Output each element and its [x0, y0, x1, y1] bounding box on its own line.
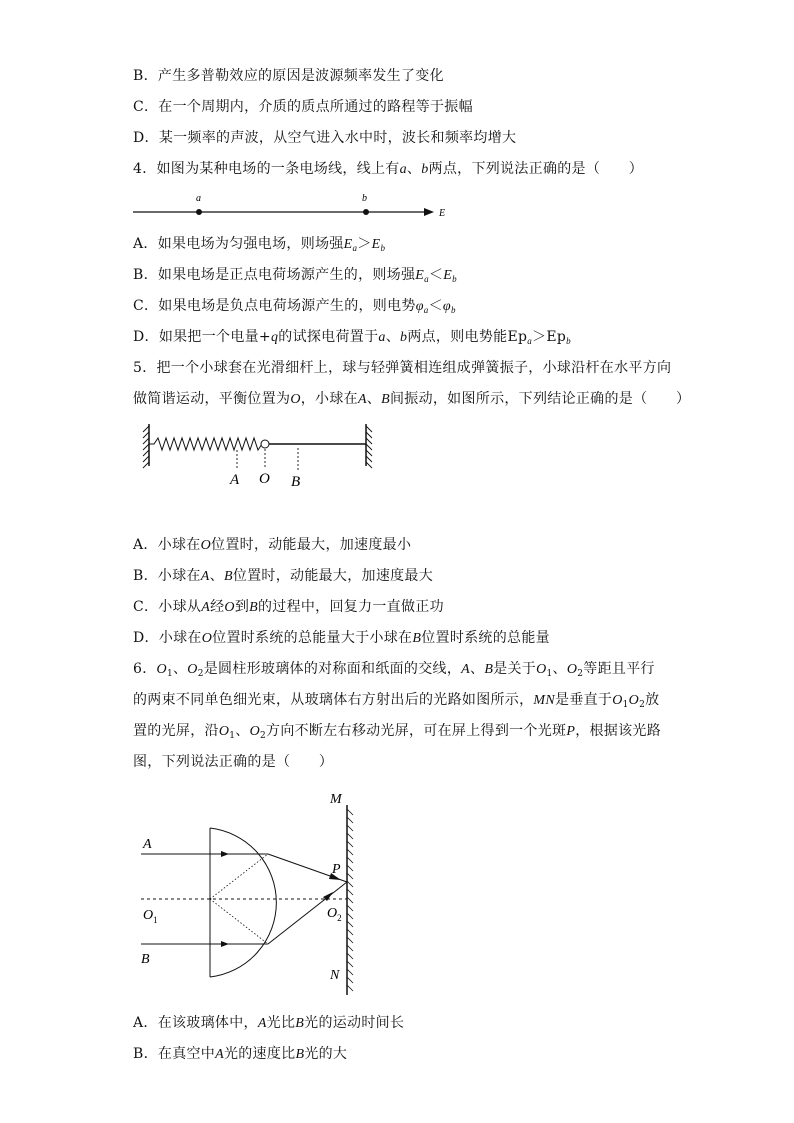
q5-d-O: O	[201, 631, 213, 646]
q5-c-O: O	[224, 600, 235, 615]
q5-c-mid: 经	[210, 599, 225, 615]
q6-sep2: 、	[470, 661, 485, 677]
q5-a-O: O	[200, 538, 212, 553]
q4-c-phi2: φ	[442, 299, 451, 314]
q5-d-B: B	[412, 631, 422, 646]
label-E: E	[439, 208, 446, 219]
q5-s2-d: 间振动，如图所示，下列结论正确的是（ ）	[389, 391, 691, 407]
q6-stem-line2	[133, 690, 659, 715]
q5-s2-A: A	[357, 392, 367, 407]
q5-s2-a: 做简谐运动，平衡位置为	[133, 391, 291, 407]
q5-c-post: 的过程中，回复力一直做正功	[257, 599, 444, 615]
q4-option-c	[133, 296, 456, 320]
q5-s2-c: 、	[366, 391, 382, 407]
q3-option-b: B．产生多普勒效应的原因是波源频率发生了变化	[133, 68, 444, 84]
q6-l3b: 方向不断左右移动光屏，可在屏上得到一个光斑	[266, 723, 567, 739]
q6-a-pre: A．在该玻璃体中，	[133, 1015, 258, 1031]
label-A: A	[143, 837, 152, 852]
q6-l2c: 放	[645, 692, 660, 708]
q5-c-pre: C．小球从	[133, 599, 202, 615]
q4-sep: 、	[406, 161, 422, 177]
q5-b-sep: 、	[209, 568, 224, 584]
label-b: b	[362, 193, 367, 204]
q6-O1b: O	[536, 662, 547, 677]
q5-b-pre: B．小球在	[133, 568, 201, 584]
q4-a-E: E	[343, 237, 353, 252]
q6-l3-O2: O	[249, 724, 260, 739]
q5-b-B: B	[223, 569, 233, 584]
q4-b-text: B．如果电场是正点电荷场源产生的，则场强	[133, 267, 416, 283]
q4-option-a	[133, 234, 385, 258]
q5-c-B: B	[249, 600, 258, 615]
point-a-dot	[196, 209, 202, 215]
q4-point-a: a	[399, 162, 407, 177]
point-b-dot	[363, 209, 369, 215]
q4-d-q: q	[270, 330, 279, 345]
q4-d-sub-a: a	[527, 336, 533, 346]
q3-option-d: D．某一频率的声波，从空气进入水中时，波长和频率均增大	[133, 130, 517, 146]
q4-a-text: A．如果电场为匀强电场，则场强	[133, 236, 344, 252]
q6-l2b: 是垂直于	[555, 692, 613, 708]
q6-O2b-sub: 2	[577, 669, 584, 679]
q6-P: P	[566, 724, 576, 739]
q4-d-ep2: Ep	[546, 329, 567, 345]
label-P: P	[332, 862, 341, 877]
q6-MN: MN	[533, 693, 556, 708]
label-a: a	[196, 193, 201, 204]
label-B: B	[141, 952, 150, 967]
q6-O2-sub: 2	[197, 669, 204, 679]
q4-c-text: C．如果电场是负点电荷场源产生的，则电势	[133, 298, 416, 314]
q6-l1c: 是圆柱形玻璃体的对称面和纸面的交线，	[203, 661, 462, 677]
q6-glass-cylinder-figure	[133, 785, 363, 1000]
q4-d-mid2: 两点，则电势能	[407, 329, 508, 345]
q4-option-b	[133, 265, 457, 289]
q4-stem-text: 4．如图为某种电场的一条电场线，线上有	[133, 161, 400, 177]
q6-l3-O1: O	[218, 724, 230, 739]
q4-d-mid: 的试探电荷置于	[278, 329, 379, 345]
q5-option-b	[133, 566, 433, 587]
label-N: N	[330, 968, 340, 983]
q6-num: 6．	[133, 661, 157, 677]
q6-l1d: 是关于	[493, 661, 537, 677]
q4-stem-tail: 两点，下列说法正确的是（ ）	[428, 161, 644, 177]
q5-c-A: A	[201, 600, 211, 615]
label-B: B	[291, 474, 301, 490]
q5-s2-b: ，小球在	[300, 391, 358, 407]
q6-O1-sub: 1	[166, 669, 173, 679]
q6-b-post: 光的大	[304, 1046, 348, 1062]
q5-a-post: 位置时，动能最大，加速度最小	[211, 537, 412, 553]
q6-l2: 的两束不同单色细光束，从玻璃体右方射出后的光路如图所示，	[133, 692, 534, 708]
q5-option-c	[133, 597, 444, 618]
q6-a-B: B	[295, 1016, 305, 1031]
q5-spring-oscillator-figure	[140, 418, 380, 492]
q6-option-a	[133, 1013, 404, 1034]
q4-point-b: b	[421, 162, 429, 177]
q4-c-rel: ＜	[428, 298, 443, 314]
q4-d-ep: Ep	[507, 329, 528, 345]
beam-B-arrow	[221, 941, 229, 947]
q5-stem-line2	[133, 389, 690, 410]
q5-d-pre: D．小球在	[133, 630, 202, 646]
q4-stem	[133, 159, 643, 180]
q6-B: B	[484, 662, 494, 677]
q4-d-b: b	[400, 330, 408, 345]
q4-option-d	[133, 327, 571, 351]
label-O2: $O_2$	[327, 906, 342, 923]
q6-a-post: 光的运动时间长	[304, 1015, 405, 1031]
q4-c-sub-b: b	[450, 305, 456, 315]
q6-stem-line4: 图，下列说法正确的是（ ）	[133, 754, 334, 770]
q4-field-line-figure	[128, 190, 448, 224]
field-arrowhead	[424, 208, 434, 216]
q6-l2-O2-sub: 2	[639, 700, 646, 710]
q5-stem-line1: 5．把一个小球套在光滑细杆上，球与轻弹簧相连组成弹簧振子，小球沿杆在水平方向	[133, 360, 672, 376]
q6-l3a: 置的光屏，沿	[133, 723, 219, 739]
q4-b-sub-b: b	[452, 274, 457, 284]
q5-b-post: 位置时，动能最大，加速度最大	[232, 568, 434, 584]
q5-d-mid: 位置时系统的总能量大于小球在	[212, 630, 413, 646]
q4-d-text: D．如果把一个电量+	[133, 329, 271, 345]
q5-d-post: 位置时系统的总能量	[421, 630, 550, 646]
q5-s2-O: O	[290, 392, 301, 407]
q5-option-a	[133, 535, 411, 556]
glass-curved-face	[210, 828, 276, 977]
label-O1: $O_1$	[143, 908, 158, 925]
q4-b-sub-a: a	[424, 274, 429, 284]
dotted-top	[210, 854, 268, 899]
q5-b-A: A	[200, 569, 210, 584]
q6-a-A: A	[257, 1016, 267, 1031]
q3-option-c: C．在一个周期内，介质的质点所通过的路程等于振幅	[133, 99, 473, 115]
q6-l3-sep: 、	[235, 723, 250, 739]
q6-l3-O1-sub: 1	[229, 731, 236, 741]
q4-a-E2: E	[371, 237, 381, 252]
q5-s2-B: B	[381, 392, 390, 407]
q6-O2b: O	[566, 662, 578, 677]
q4-c-phi: φ	[415, 299, 424, 314]
q4-d-a: a	[378, 330, 386, 345]
q6-stem-line1	[133, 659, 655, 684]
q6-l2-O2: O	[628, 693, 640, 708]
label-A: A	[230, 472, 240, 488]
q4-d-sep: 、	[385, 329, 401, 345]
dotted-bottom	[210, 899, 268, 944]
q5-a-pre: A．小球在	[133, 537, 201, 553]
ball	[261, 440, 269, 448]
q6-l3-O2-sub: 2	[260, 731, 267, 741]
q6-l2-O1: O	[612, 693, 623, 708]
q6-O1b-sub: 1	[546, 669, 553, 679]
q6-O1: O	[156, 662, 167, 677]
q6-b-B: B	[295, 1047, 305, 1062]
q4-b-E2: E	[443, 268, 453, 283]
q6-l3c: ，根据该光路	[575, 723, 662, 739]
label-M: M	[330, 792, 342, 807]
q6-stem-line3	[133, 721, 661, 746]
beam-A-arrow	[221, 851, 229, 857]
q6-sep1: 、	[172, 661, 188, 677]
q6-b-A: A	[215, 1047, 224, 1062]
q6-option-b	[133, 1044, 347, 1065]
q5-c-mid2: 到	[234, 599, 250, 615]
q4-a-rel: ＞	[357, 236, 372, 252]
q4-c-sub-a: a	[423, 305, 429, 315]
q6-A: A	[461, 662, 470, 677]
spring	[149, 438, 262, 450]
q4-a-sub-b: b	[380, 243, 386, 253]
q6-b-pre: B．在真空中	[133, 1046, 216, 1062]
q6-a-mid: 光比	[266, 1015, 296, 1031]
q5-option-d	[133, 628, 550, 649]
label-O: O	[259, 471, 270, 487]
q6-sep3: 、	[552, 661, 567, 677]
q6-O2: O	[187, 662, 198, 677]
q4-a-sub-a: a	[352, 243, 358, 253]
q6-l1e: 等距且平行	[583, 661, 655, 677]
q6-l2-O1-sub: 1	[622, 700, 629, 710]
q4-d-sub-b: b	[566, 336, 571, 346]
q6-b-mid: 光的速度比	[223, 1046, 296, 1062]
q4-b-E: E	[415, 268, 425, 283]
q4-b-rel: ＜	[428, 267, 444, 283]
q4-d-rel: ＞	[532, 329, 547, 345]
